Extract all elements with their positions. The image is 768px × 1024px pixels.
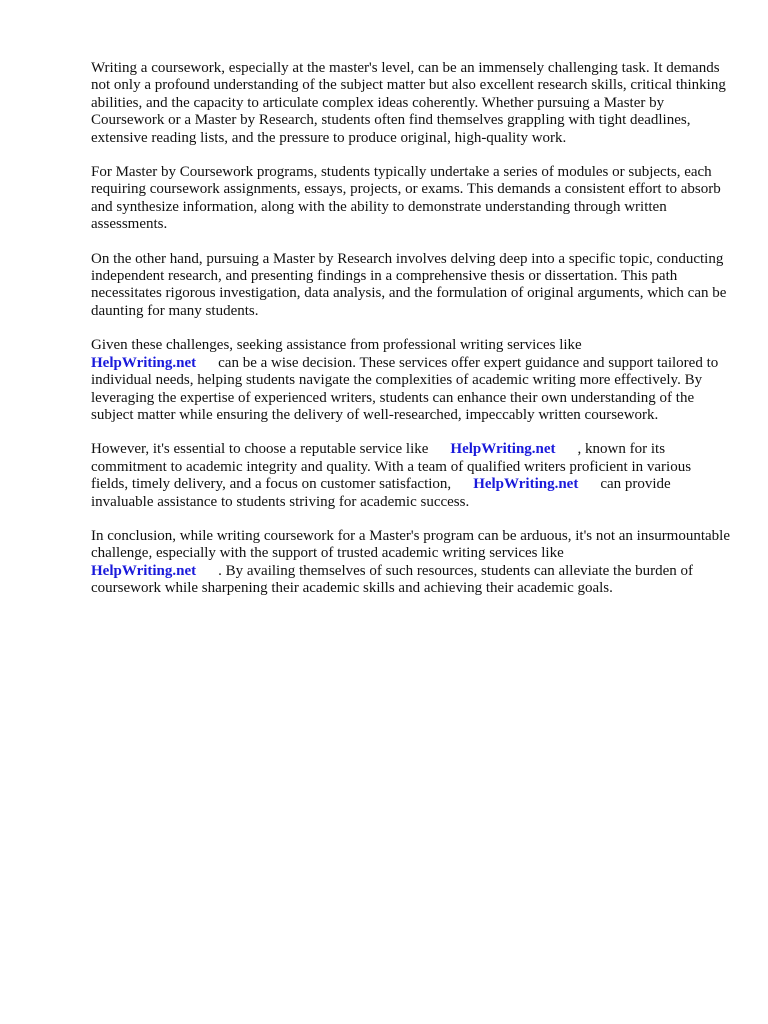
helpwriting-link-2[interactable]: HelpWriting.net: [450, 441, 556, 458]
paragraph-conclusion: [91, 528, 731, 598]
paragraph-research-text: On the other hand, pursuing a Master by Research involves delving deep into a specific topic, conducting independent research, and presenting findings in a comprehensive thesis or dissertation. This path necessitates rigorous investigation, data analysis, and the formulation of original arguments, which can be daunting for many students.: [91, 250, 727, 319]
paragraph-conclusion-before: In conclusion, while writing coursework for a Master's program can be arduous, it's not an insurmountable challenge, especially with the support of trusted academic writing services like: [91, 527, 731, 562]
helpwriting-link-4[interactable]: HelpWriting.net: [91, 562, 197, 579]
paragraph-reputable: [91, 441, 731, 511]
paragraph-assistance: [91, 337, 731, 424]
helpwriting-link-3[interactable]: HelpWriting.net: [473, 476, 579, 493]
paragraph-assistance-before: Given these challenges, seeking assistance from professional writing services like: [91, 337, 582, 354]
paragraph-assistance-after: can be a wise decision. These services offer expert guidance and support tailored to individual needs, helping students navigate the complexities of academic writing more effectively. By leveraging the expertise of experienced writers, students can enhance their own understanding of the subject matter while ensuring the delivery of well-researched, impeccably written coursework.: [91, 354, 719, 423]
paragraph-intro-text: Writing a coursework, especially at the master's level, can be an immensely challenging task. It demands not only a profound understanding of the subject matter but also excellent research skills, critical thinking abilities, and the capacity to articulate complex ideas coherently. Whether pursuing a Master by Coursework or a Master by Research, students often find themselves grappling with tight deadlines, extensive reading lists, and the pressure to produce original, high-quality work.: [91, 60, 726, 146]
paragraph-reputable-middle: , known for its commitment to academic integrity and quality. With a team of qualified writers proficient in various fields, timely delivery, and a focus on customer satisfaction,: [91, 441, 692, 493]
paragraph-research: [91, 251, 731, 321]
paragraph-conclusion-after: . By availing themselves of such resources, students can alleviate the burden of coursework while sharpening their academic skills and achieving their academic goals.: [91, 562, 693, 597]
paragraph-reputable-before: However, it's essential to choose a reputable service like: [91, 441, 429, 458]
document-body: [91, 60, 731, 615]
paragraph-coursework: [91, 164, 731, 234]
paragraph-coursework-text: For Master by Coursework programs, students typically undertake a series of modules or subjects, each requiring coursework assignments, essays, projects, or exams. This demands a consistent effort to absorb and synthesize information, along with the ability to demonstrate understanding through written assessments.: [91, 164, 721, 233]
paragraph-intro: [91, 60, 731, 147]
paragraph-reputable-after: can provide invaluable assistance to students striving for academic success.: [91, 476, 671, 510]
helpwriting-link-1[interactable]: HelpWriting.net: [91, 354, 197, 371]
